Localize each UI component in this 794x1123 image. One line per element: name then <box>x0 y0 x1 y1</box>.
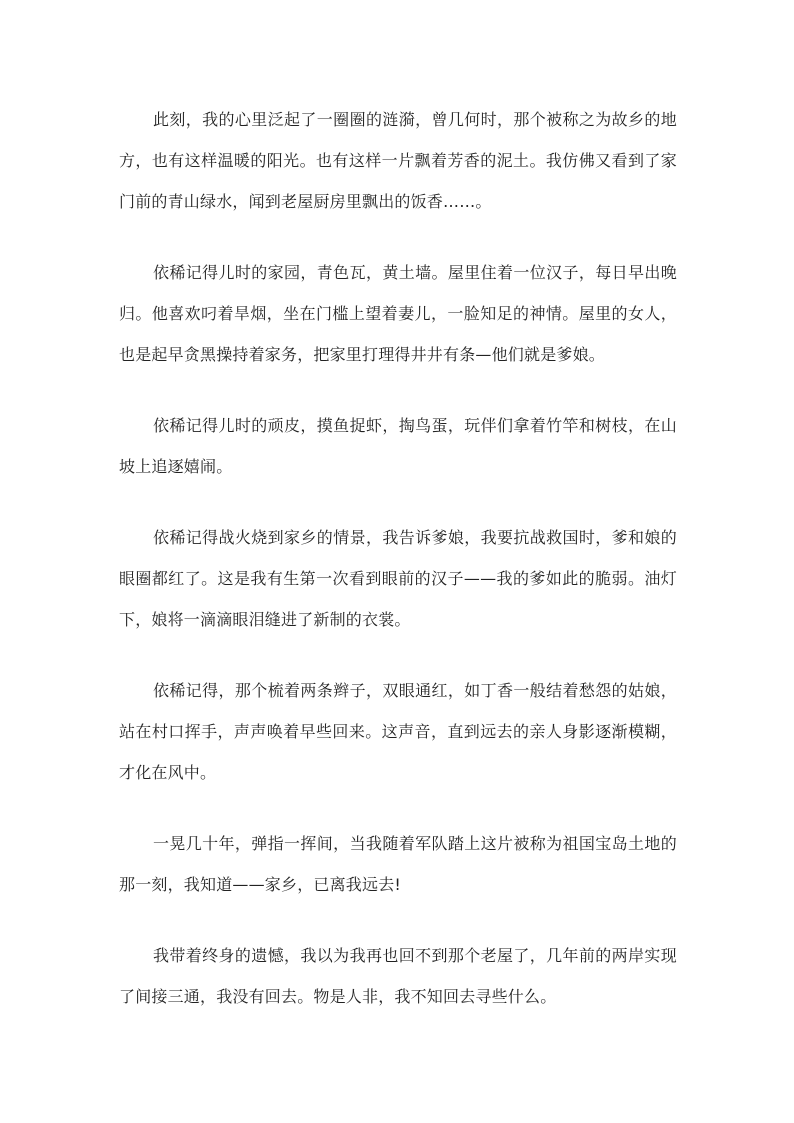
paragraph-2: 依稀记得儿时的家园，青色瓦，黄土墙。屋里住着一位汉子，每日早出晚归。他喜欢叼着旱烟，坐在门槛上望着妻儿，一脸知足的神情。屋里的女人，也是起早贪黑操持着家务，把家里打理得井井有条—他们就是爹娘。 <box>119 263 677 364</box>
document-body <box>119 99 677 1047</box>
paragraph-4: 依稀记得战火烧到家乡的情景，我告诉爹娘，我要抗战救国时，爹和娘的眼圈都红了。这是我有生第一次看到眼前的汉子——我的爹如此的脆弱。油灯下，娘将一滴滴眼泪缝进了新制的衣裳。 <box>119 528 677 629</box>
paragraph-6: 一晃几十年，弹指一挥间，当我随着军队踏上这片被称为祖国宝岛土地的那一刻，我知道——家乡，已离我远去! <box>119 834 677 894</box>
paragraph-1: 此刻，我的心里泛起了一圈圈的涟漪，曾几何时，那个被称之为故乡的地方，也有这样温暖的阳光。也有这样一片飘着芳香的泥土。我仿佛又看到了家门前的青山绿水，闻到老屋厨房里飘出的饭香……。 <box>119 110 677 211</box>
paragraph-7: 我带着终身的遗憾，我以为我再也回不到那个老屋了，几年前的两岸实现了间接三通，我没有回去。物是人非，我不知回去寻些什么。 <box>119 946 677 1006</box>
paragraph-5: 依稀记得，那个梳着两条辫子，双眼通红，如丁香一般结着愁怨的姑娘，站在村口挥手，声声唤着早些回来。这声音，直到远去的亲人身影逐渐模糊，才化在风中。 <box>119 681 677 782</box>
paragraph-3: 依稀记得儿时的顽皮，摸鱼捉虾，掏鸟蛋，玩伴们拿着竹竿和树枝，在山坡上追逐嬉闹。 <box>119 416 677 476</box>
